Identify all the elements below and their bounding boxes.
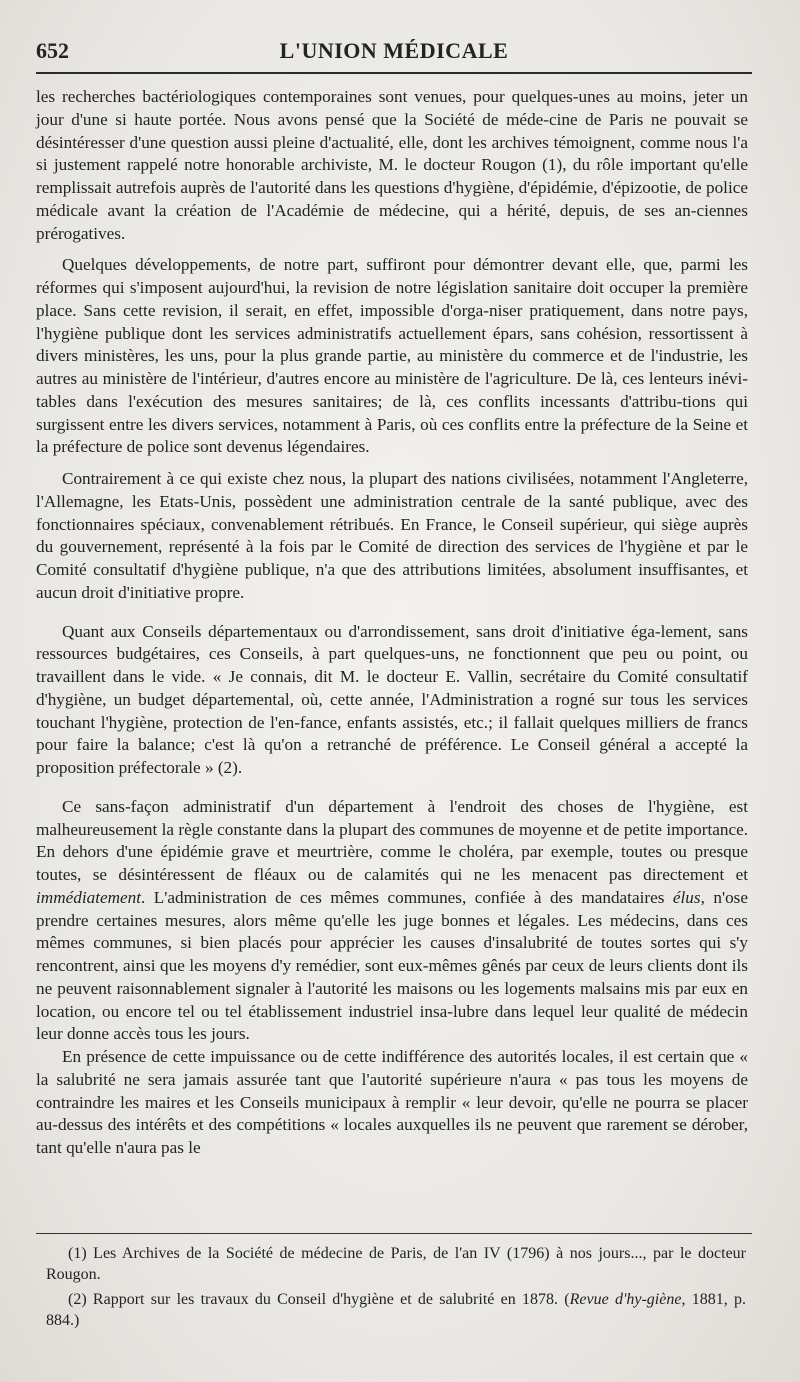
footnote-2-text-a: (2) Rapport sur les travaux du Conseil d'hygiène et de salubrité en 1878. ( [68, 1291, 570, 1308]
paragraph-5-text-a: Ce sans-façon administratif d'un département à l'endroit des choses de l'hygiène, est malheureusement la règle constante dans la plupart des communes de moyenne et de petite importance. En dehors d'une épidémie grave et meurtrière, comme le choléra, par exemple, toutes ou presque toutes, se désintéressent de fléaux ou de calamités qui ne les menacent pas directement et [36, 796, 748, 884]
footnotes [46, 1243, 746, 1335]
paragraph-5 [36, 796, 748, 1046]
footnote-1: (1) Les Archives de la Société de médecine de Paris, de l'an IV (1796) à nos jours..., par le docteur Rougon. [46, 1245, 746, 1283]
footnote-rule [36, 1233, 752, 1234]
paragraph-5-text-b: . L'administration de ces mêmes communes, confiée à des mandataires [141, 887, 673, 907]
paragraph-5-text-c: , n'ose prendre certaines mesures, alors même qu'elle les juge bonnes et légales. Les médecins, dans ces mêmes communes, si bien placés pour apprécier les causes d'insalubrité de toutes sortes qui s'y rencontrent, ainsi que les moyens d'y remédier, sont eux-mêmes gênés par ceux de leurs clients dont ils ne peuvent raisonnablement signaler à l'autorité les maisons ou les logements malsains mis par eux en location, ou encore tel ou tel établissement industriel insa-lubre dans lequel leur qualité de médecin leur donne accès tous les jours. [36, 887, 748, 1044]
footnote-2 [46, 1289, 746, 1331]
running-title: L'UNION MÉDICALE [279, 38, 509, 63]
header-rule [36, 72, 752, 74]
page-number: 652 [36, 38, 69, 63]
paragraph-2: Quelques développements, de notre part, suffiront pour démontrer devant elle, que, parmi les réformes qui s'imposent aujourd'hui, la revision de notre législation sanitaire doit occuper la première place. Sans cette revision, il serait, en effet, impossible d'orga-niser pratiquement, dans notre pays, l'hygiène publique dont les services administratifs actuellement épars, sans cohésion, ressortissent à divers ministères, les uns, pour la plus grande partie, au ministère du commerce et de l'industrie, les autres au ministère de l'intérieur, d'autres encore au ministère de l'agriculture. De là, ces lenteurs inévi-tables dans l'exécution des mesures sanitaires; de là, ces conflits incessants d'attribu-tions qui surgissent entre les divers services, notamment à Paris, où ces conflits entre la préfecture de la Seine et la préfecture de police sont devenus légendaires. [36, 255, 748, 457]
page-header [36, 38, 752, 72]
emphasis-elus: élus [672, 887, 701, 907]
paragraph-4: Quant aux Conseils départementaux ou d'arrondissement, sans droit d'initiative éga-lement, sans ressources budgétaires, ces Conseils, à part quelques-uns, ne fonctionnent que peu ou point, ou travaillent dans le vide. « Je connais, dit M. le docteur E. Vallin, secrétaire du Comité consultatif d'hygiène, un budget départemental, où, cette année, l'Administration a rogné sur tous les services touchant l'hygiène, protection de l'en-fance, enfants assistés, etc.; il fallait quelques milliers de francs pour faire la balance; c'est là qu'on a retranché de préférence. Le Conseil général a accepté la proposition préfectorale » (2). [36, 621, 748, 777]
footnote-2-text-b: , 1881, p. 884.) [46, 1291, 747, 1329]
paragraph-6: En présence de cette impuissance ou de cette indifférence des autorités locales, il est certain que « la salubrité ne sera jamais assurée tant que l'autorité supérieure n'aura « pas tous les moyens de contraindre les maires et les Conseils municipaux à remplir « leur devoir, qu'elle ne pourra se placer au-dessus des intérêts et des compétitions « locales auxquelles ils ne peuvent que rarement se dérober, tant qu'elle n'aura pas le [36, 1047, 748, 1157]
paragraph-3: Contrairement à ce qui existe chez nous, la plupart des nations civilisées, notamment l'Angleterre, l'Allemagne, les Etats-Unis, possèdent une administration centrale de la santé publique, avec des fonctionnaires spéciaux, convenablement rétribués. En France, le Conseil supérieur, qui siège auprès du gouvernement, représenté à la fois par le Comité de direction des services de l'hygiène et par le Comité consultatif d'hygiène publique, n'a que des attributions limitées, absolument insuffisantes, et aucun droit d'initiative propre. [36, 469, 748, 602]
paragraph-1: les recherches bactériologiques contemporaines sont venues, pour quelques-unes au moins, jeter un jour d'une si haute portée. Nous avons pensé que la Société de méde-cine de Paris ne pouvait se désintéresser d'une question aussi pleine d'actualité, elle, dont les archives témoignent, comme nous l'a si justement rappelé notre honorable archiviste, M. le docteur Rougon (1), du rôle important qu'elle remplissait autrefois auprès de l'autorité dans les questions d'hygiène, d'épidémie, d'épizootie, de police médicale avant la création de l'Académie de médecine, qui a hérité, depuis, de ses an-ciennes prérogatives. [36, 87, 748, 243]
emphasis-immediatement: immédiatement [36, 887, 142, 907]
footnote-2-journal: Revue d'hy-giène [569, 1291, 682, 1308]
body-text [36, 86, 748, 1160]
